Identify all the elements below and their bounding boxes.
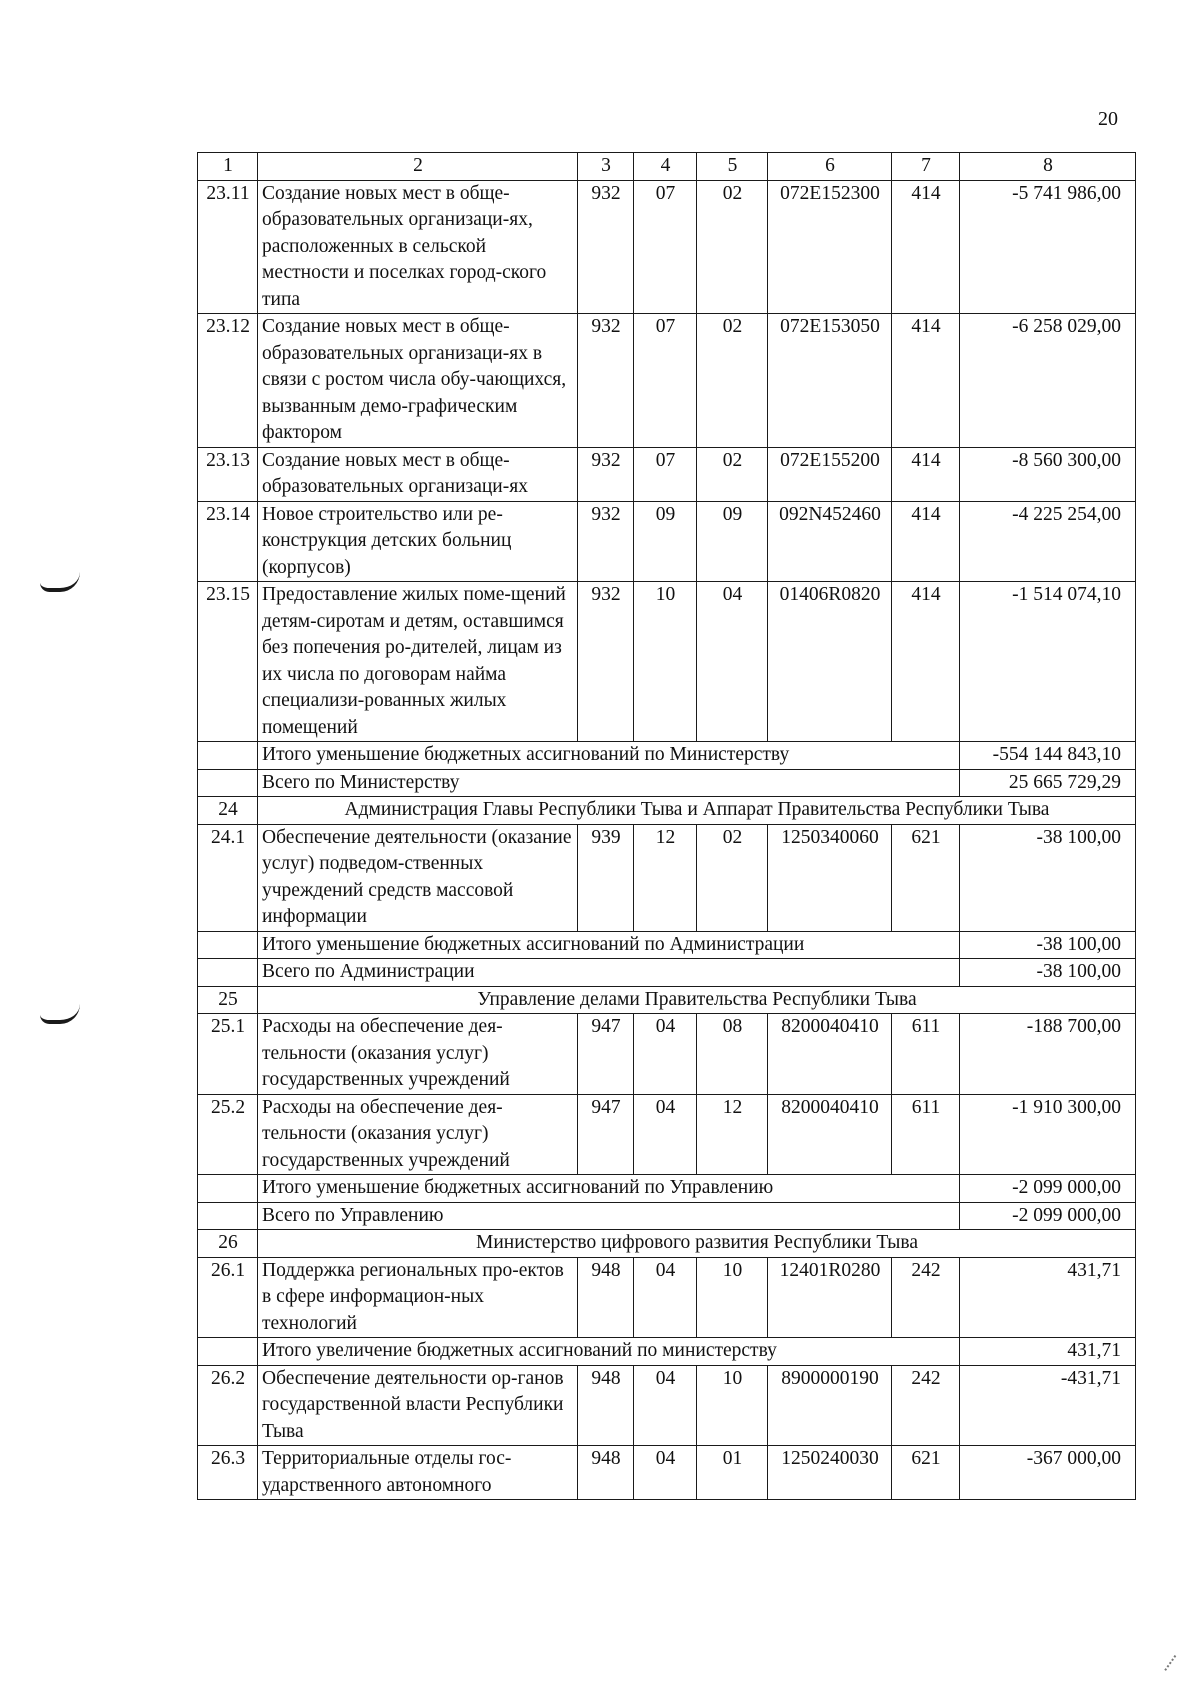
row-number-cell: 26.3 bbox=[198, 1446, 258, 1500]
col3-code-cell: 932 bbox=[578, 501, 634, 582]
total-row bbox=[198, 769, 1136, 797]
page-number: 20 bbox=[1098, 108, 1118, 130]
col3-code-cell: 932 bbox=[578, 314, 634, 448]
scan-mark bbox=[40, 1004, 80, 1024]
row-name-cell: Обеспечение деятельности ор-ганов государственной власти Республики Тыва bbox=[258, 1365, 578, 1446]
col4-code-cell: 04 bbox=[634, 1365, 697, 1446]
col6-code-cell: 8200040410 bbox=[768, 1014, 892, 1095]
row-number-cell: 23.15 bbox=[198, 582, 258, 742]
section-row bbox=[198, 986, 1136, 1014]
total-amount-cell: 25 665 729,29 bbox=[960, 769, 1136, 797]
header-cell-7: 7 bbox=[892, 153, 960, 181]
amount-cell: -5 741 986,00 bbox=[960, 180, 1136, 314]
col3-code-cell: 932 bbox=[578, 582, 634, 742]
total-label-cell: Итого уменьшение бюджетных ассигнований по Администрации bbox=[258, 931, 960, 959]
section-row bbox=[198, 1230, 1136, 1258]
col6-code-cell: 092N452460 bbox=[768, 501, 892, 582]
total-amount-cell: -38 100,00 bbox=[960, 959, 1136, 987]
col3-code-cell: 932 bbox=[578, 180, 634, 314]
row-number-cell: 24.1 bbox=[198, 824, 258, 931]
total-amount-cell: -2 099 000,00 bbox=[960, 1202, 1136, 1230]
table-row bbox=[198, 824, 1136, 931]
row-name-cell: Территориальные отделы гос-ударственного автономного bbox=[258, 1446, 578, 1500]
col6-code-cell: 072E152300 bbox=[768, 180, 892, 314]
col5-code-cell: 10 bbox=[697, 1257, 768, 1338]
row-name-cell: Обеспечение деятельности (оказание услуг) подведом-ственных учреждений средств массовой информации bbox=[258, 824, 578, 931]
row-name-cell: Новое строительство или ре-конструкция детских больниц (корпусов) bbox=[258, 501, 578, 582]
row-number-cell: 23.14 bbox=[198, 501, 258, 582]
amount-cell: -1 910 300,00 bbox=[960, 1094, 1136, 1175]
col6-code-cell: 12401R0280 bbox=[768, 1257, 892, 1338]
row-number-cell: 23.13 bbox=[198, 447, 258, 501]
header-cell-8: 8 bbox=[960, 153, 1136, 181]
section-row bbox=[198, 797, 1136, 825]
col5-code-cell: 02 bbox=[697, 447, 768, 501]
table-row bbox=[198, 1014, 1136, 1095]
col3-code-cell: 948 bbox=[578, 1257, 634, 1338]
amount-cell: -8 560 300,00 bbox=[960, 447, 1136, 501]
amount-cell: 431,71 bbox=[960, 1257, 1136, 1338]
total-label-cell: Всего по Министерству bbox=[258, 769, 960, 797]
col5-code-cell: 08 bbox=[697, 1014, 768, 1095]
row-name-cell: Предоставление жилых поме-щений детям-сиротам и детям, оставшимся без попечения ро-дителей, лицам из их числа по договорам найма специализи-рованных жилых помещений bbox=[258, 582, 578, 742]
header-cell-3: 3 bbox=[578, 153, 634, 181]
total-empty-cell bbox=[198, 769, 258, 797]
section-title-cell: Администрация Главы Республики Тыва и Аппарат Правительства Республики Тыва bbox=[258, 797, 1136, 825]
col5-code-cell: 01 bbox=[697, 1446, 768, 1500]
col3-code-cell: 939 bbox=[578, 824, 634, 931]
total-row bbox=[198, 1338, 1136, 1366]
col6-code-cell: 1250240030 bbox=[768, 1446, 892, 1500]
total-label-cell: Всего по Управлению bbox=[258, 1202, 960, 1230]
row-name-cell: Расходы на обеспечение дея-тельности (оказания услуг) государственных учреждений bbox=[258, 1094, 578, 1175]
col6-code-cell: 8900000190 bbox=[768, 1365, 892, 1446]
scan-mark bbox=[40, 572, 80, 592]
col7-code-cell: 611 bbox=[892, 1094, 960, 1175]
table-row bbox=[198, 1446, 1136, 1500]
total-row bbox=[198, 1202, 1136, 1230]
section-title-cell: Управление делами Правительства Республики Тыва bbox=[258, 986, 1136, 1014]
section-number-cell: 25 bbox=[198, 986, 258, 1014]
col3-code-cell: 947 bbox=[578, 1094, 634, 1175]
col7-code-cell: 242 bbox=[892, 1365, 960, 1446]
amount-cell: -367 000,00 bbox=[960, 1446, 1136, 1500]
col6-code-cell: 8200040410 bbox=[768, 1094, 892, 1175]
col7-code-cell: 414 bbox=[892, 582, 960, 742]
col4-code-cell: 04 bbox=[634, 1257, 697, 1338]
section-number-cell: 26 bbox=[198, 1230, 258, 1258]
table-row bbox=[198, 1365, 1136, 1446]
col4-code-cell: 10 bbox=[634, 582, 697, 742]
row-number-cell: 23.12 bbox=[198, 314, 258, 448]
scan-dot bbox=[1164, 1655, 1187, 1679]
table-row bbox=[198, 1094, 1136, 1175]
total-empty-cell bbox=[198, 959, 258, 987]
row-number-cell: 25.1 bbox=[198, 1014, 258, 1095]
amount-cell: -1 514 074,10 bbox=[960, 582, 1136, 742]
col3-code-cell: 948 bbox=[578, 1365, 634, 1446]
table-row bbox=[198, 582, 1136, 742]
header-cell-5: 5 bbox=[697, 153, 768, 181]
amount-cell: -38 100,00 bbox=[960, 824, 1136, 931]
amount-cell: -6 258 029,00 bbox=[960, 314, 1136, 448]
col7-code-cell: 242 bbox=[892, 1257, 960, 1338]
budget-allocation-table bbox=[197, 152, 1136, 1500]
table-row bbox=[198, 501, 1136, 582]
total-row bbox=[198, 742, 1136, 770]
col5-code-cell: 02 bbox=[697, 824, 768, 931]
total-empty-cell bbox=[198, 1202, 258, 1230]
total-amount-cell: -2 099 000,00 bbox=[960, 1175, 1136, 1203]
col6-code-cell: 072E153050 bbox=[768, 314, 892, 448]
col7-code-cell: 621 bbox=[892, 824, 960, 931]
total-empty-cell bbox=[198, 931, 258, 959]
col3-code-cell: 932 bbox=[578, 447, 634, 501]
col6-code-cell: 1250340060 bbox=[768, 824, 892, 931]
col7-code-cell: 414 bbox=[892, 180, 960, 314]
total-label-cell: Всего по Администрации bbox=[258, 959, 960, 987]
row-name-cell: Создание новых мест в обще-образовательных организаци-ях, расположенных в сельской местности и поселках город-ского типа bbox=[258, 180, 578, 314]
total-row bbox=[198, 959, 1136, 987]
table-row bbox=[198, 1257, 1136, 1338]
header-cell-2: 2 bbox=[258, 153, 578, 181]
row-name-cell: Создание новых мест в обще-образовательных организаци-ях в связи с ростом числа обу-чающихся, вызванным демо-графическим фактором bbox=[258, 314, 578, 448]
col6-code-cell: 01406R0820 bbox=[768, 582, 892, 742]
row-number-cell: 26.2 bbox=[198, 1365, 258, 1446]
col7-code-cell: 414 bbox=[892, 314, 960, 448]
section-number-cell: 24 bbox=[198, 797, 258, 825]
table-row bbox=[198, 180, 1136, 314]
total-empty-cell bbox=[198, 1338, 258, 1366]
col5-code-cell: 02 bbox=[697, 314, 768, 448]
amount-cell: -431,71 bbox=[960, 1365, 1136, 1446]
total-label-cell: Итого уменьшение бюджетных ассигнований по Министерству bbox=[258, 742, 960, 770]
budget-table-container bbox=[197, 152, 1136, 1500]
total-label-cell: Итого увеличение бюджетных ассигнований по министерству bbox=[258, 1338, 960, 1366]
header-cell-1: 1 bbox=[198, 153, 258, 181]
total-row bbox=[198, 931, 1136, 959]
col5-code-cell: 12 bbox=[697, 1094, 768, 1175]
total-label-cell: Итого уменьшение бюджетных ассигнований по Управлению bbox=[258, 1175, 960, 1203]
col4-code-cell: 07 bbox=[634, 314, 697, 448]
total-amount-cell: 431,71 bbox=[960, 1338, 1136, 1366]
col3-code-cell: 948 bbox=[578, 1446, 634, 1500]
col4-code-cell: 09 bbox=[634, 501, 697, 582]
total-amount-cell: -554 144 843,10 bbox=[960, 742, 1136, 770]
row-name-cell: Поддержка региональных про-ектов в сфере информацион-ных технологий bbox=[258, 1257, 578, 1338]
total-amount-cell: -38 100,00 bbox=[960, 931, 1136, 959]
header-row bbox=[198, 153, 1136, 181]
col7-code-cell: 414 bbox=[892, 447, 960, 501]
amount-cell: -188 700,00 bbox=[960, 1014, 1136, 1095]
col7-code-cell: 414 bbox=[892, 501, 960, 582]
row-number-cell: 26.1 bbox=[198, 1257, 258, 1338]
table-row bbox=[198, 447, 1136, 501]
col6-code-cell: 072E155200 bbox=[768, 447, 892, 501]
total-row bbox=[198, 1175, 1136, 1203]
col7-code-cell: 621 bbox=[892, 1446, 960, 1500]
col3-code-cell: 947 bbox=[578, 1014, 634, 1095]
col4-code-cell: 04 bbox=[634, 1446, 697, 1500]
col4-code-cell: 04 bbox=[634, 1094, 697, 1175]
section-title-cell: Министерство цифрового развития Республики Тыва bbox=[258, 1230, 1136, 1258]
header-cell-6: 6 bbox=[768, 153, 892, 181]
total-empty-cell bbox=[198, 742, 258, 770]
col7-code-cell: 611 bbox=[892, 1014, 960, 1095]
col5-code-cell: 02 bbox=[697, 180, 768, 314]
amount-cell: -4 225 254,00 bbox=[960, 501, 1136, 582]
col5-code-cell: 04 bbox=[697, 582, 768, 742]
col4-code-cell: 04 bbox=[634, 1014, 697, 1095]
total-empty-cell bbox=[198, 1175, 258, 1203]
row-name-cell: Расходы на обеспечение дея-тельности (оказания услуг) государственных учреждений bbox=[258, 1014, 578, 1095]
col4-code-cell: 12 bbox=[634, 824, 697, 931]
col5-code-cell: 10 bbox=[697, 1365, 768, 1446]
table-row bbox=[198, 314, 1136, 448]
header-cell-4: 4 bbox=[634, 153, 697, 181]
row-number-cell: 23.11 bbox=[198, 180, 258, 314]
row-number-cell: 25.2 bbox=[198, 1094, 258, 1175]
table-body bbox=[198, 153, 1136, 1500]
row-name-cell: Создание новых мест в обще-образовательных организаци-ях bbox=[258, 447, 578, 501]
col5-code-cell: 09 bbox=[697, 501, 768, 582]
col4-code-cell: 07 bbox=[634, 180, 697, 314]
col4-code-cell: 07 bbox=[634, 447, 697, 501]
